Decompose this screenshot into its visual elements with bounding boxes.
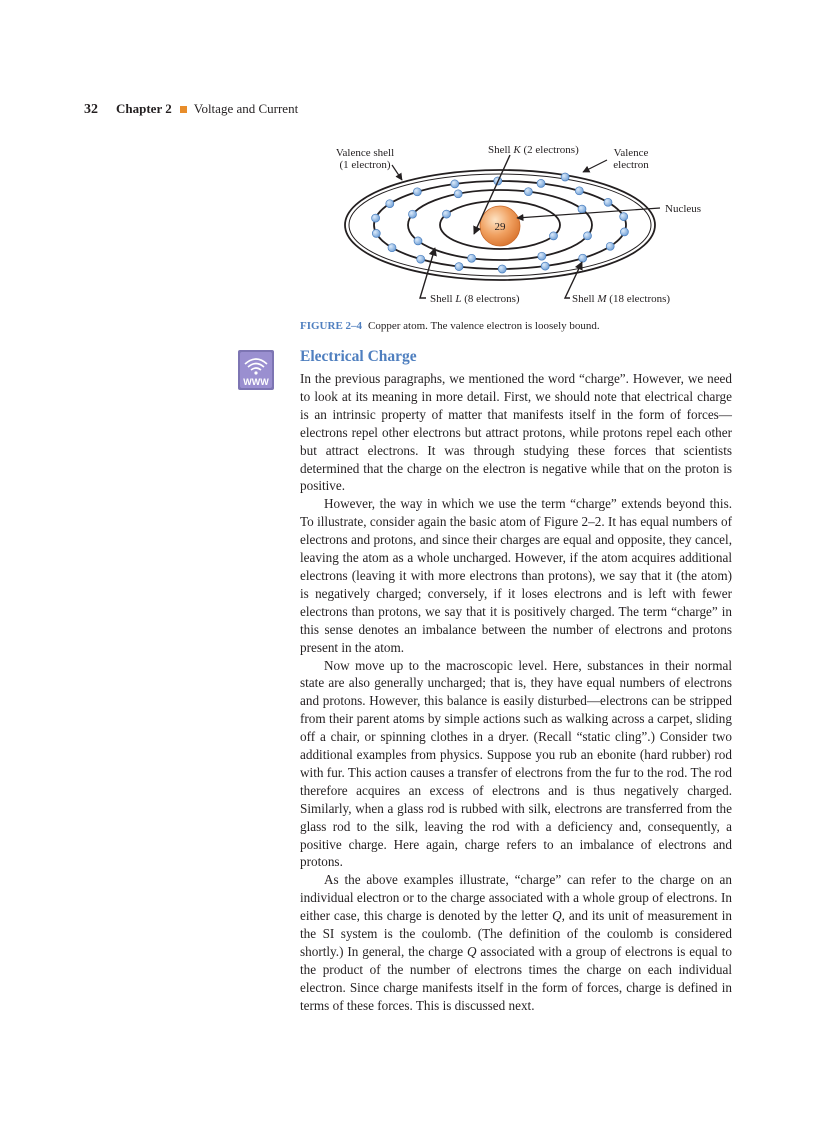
electron-shell-m (579, 254, 587, 262)
electron-shell-m (413, 188, 421, 196)
figure-label: FIGURE 2–4 (300, 320, 363, 332)
electron-shell-l (468, 254, 476, 262)
label-valence-electron-2: electron (613, 159, 649, 171)
nucleus-number: 29 (494, 221, 506, 233)
electron-shell-m (417, 255, 425, 263)
electron-shell-m (455, 263, 463, 271)
electron-shell-m (604, 198, 612, 206)
valence-electron (561, 173, 569, 181)
label-shell-k: Shell K (2 electrons) (488, 144, 579, 156)
electron-shell-m (575, 187, 583, 195)
electron-shell-m (606, 242, 614, 250)
electron-shell-m (386, 200, 394, 208)
electron-shell-l (538, 252, 546, 260)
running-header (84, 101, 298, 118)
www-globe-icon[interactable] (238, 350, 274, 390)
electron-shell-m (372, 214, 380, 222)
electron-shell-k (443, 210, 451, 218)
label-valence-shell-2: (1 electron) (339, 159, 391, 171)
chapter-label: Chapter 2 (116, 101, 172, 116)
label-valence-shell-1: Valence shell (335, 147, 395, 159)
paragraph-1: In the previous paragraphs, we mentioned the word “charge”. However, we need to look at its meaning in more detail. First, we should note that electrical charge is an intrinsic property of matter that manifests itself in the form of forces—electrons repel other electrons but attract protons, while protons repel each other but attract electrons. It was through studying these forces that scientists determined that the charge on the electron is negative while that on the proton is positive. (300, 371, 732, 494)
www-icon-text: WWW (243, 377, 269, 387)
paragraph-4: As the above examples illustrate, “charge” can refer to the charge on an individual electron or to the charge associated with a whole group of electrons. In either case, this charge is denoted by the letter Q, and its unit of measurement in the SI system is the coulomb. (The definition of the coulomb is considered shortly.) In general, the charge Q associated with a group of electrons is equal to the product of the number of electrons times the charge on each individual electron. Since charge manifests itself in the form of forces, charge is defined in terms of these forces. This is discussed next. (300, 872, 733, 1013)
electron-shell-m (451, 180, 459, 188)
section-heading: Electrical Charge (300, 348, 417, 365)
electron-shell-l (454, 190, 462, 198)
electron-shell-m (620, 213, 628, 221)
page-number: 32 (84, 102, 98, 117)
figure-caption (300, 320, 600, 332)
electron-shell-m (620, 228, 628, 236)
electron-shell-l (578, 205, 586, 213)
copper-atom-figure (300, 138, 740, 310)
electron-shell-l (414, 237, 422, 245)
leader-valence-shell (392, 165, 402, 180)
electron-shell-m (541, 262, 549, 270)
electron-shell-m (537, 179, 545, 187)
electron-shell-m (372, 229, 380, 237)
paragraph-3: Now move up to the macroscopic level. Here, substances in their normal state are also generally uncharged; that is, they have equal numbers of electrons and protons. However, this balance is easily disturbed—electrons can be stripped from their parent atoms by simple actions such as walking across a carpet, sliding off a chair, or spinning clothes in a dryer. (Recall “static cling”.) Consider two additional examples from physics. Suppose you rub an ebonite (hard rubber) rod with fur. This action causes a transfer of electrons from the fur to the rod. The rod therefore acquires an excess of electrons and is thus negatively charged. Similarly, when a glass rod is rubbed with silk, electrons are transferred from the glass rod to the silk, leaving the rod with a deficiency and, consequently, a positive charge. Here again, charge refers to an imbalance of electrons and protons. (300, 657, 732, 870)
caption-text: Copper atom. The valence electron is loosely bound. (368, 320, 600, 332)
leader-valence-electron (583, 160, 607, 172)
electron-shell-l (524, 188, 532, 196)
electron-shell-l (409, 210, 417, 218)
electron-shell-k (550, 232, 558, 240)
label-shell-m: Shell M (18 electrons) (572, 293, 671, 305)
paragraph-2: However, the way in which we use the term “charge” extends beyond this. To illustrate, consider again the basic atom of Figure 2–2. It has equal numbers of electrons and protons, and since their charges are equal and opposite, they cancel, leaving the atom as a whole uncharged. However, if the atom acquires additional electrons (leaving it with more electrons than protons), we say that it (the atom) is negatively charged; conversely, if it loses electrons and is left with fewer electrons than protons, we say that it is positively charged. The term “charge” in this sense denotes an imbalance between the number of electrons and protons present in the atom. (300, 496, 732, 655)
label-valence-electron-1: Valence (613, 147, 649, 159)
electron-shell-m (498, 265, 506, 273)
electron-shell-l (584, 232, 592, 240)
header-square-bullet (180, 106, 187, 113)
label-shell-l: Shell L (8 electrons) (430, 293, 520, 305)
electron-shell-m (388, 244, 396, 252)
body-text (300, 370, 732, 1015)
label-nucleus: Nucleus (665, 203, 702, 215)
chapter-title: Voltage and Current (193, 101, 299, 116)
